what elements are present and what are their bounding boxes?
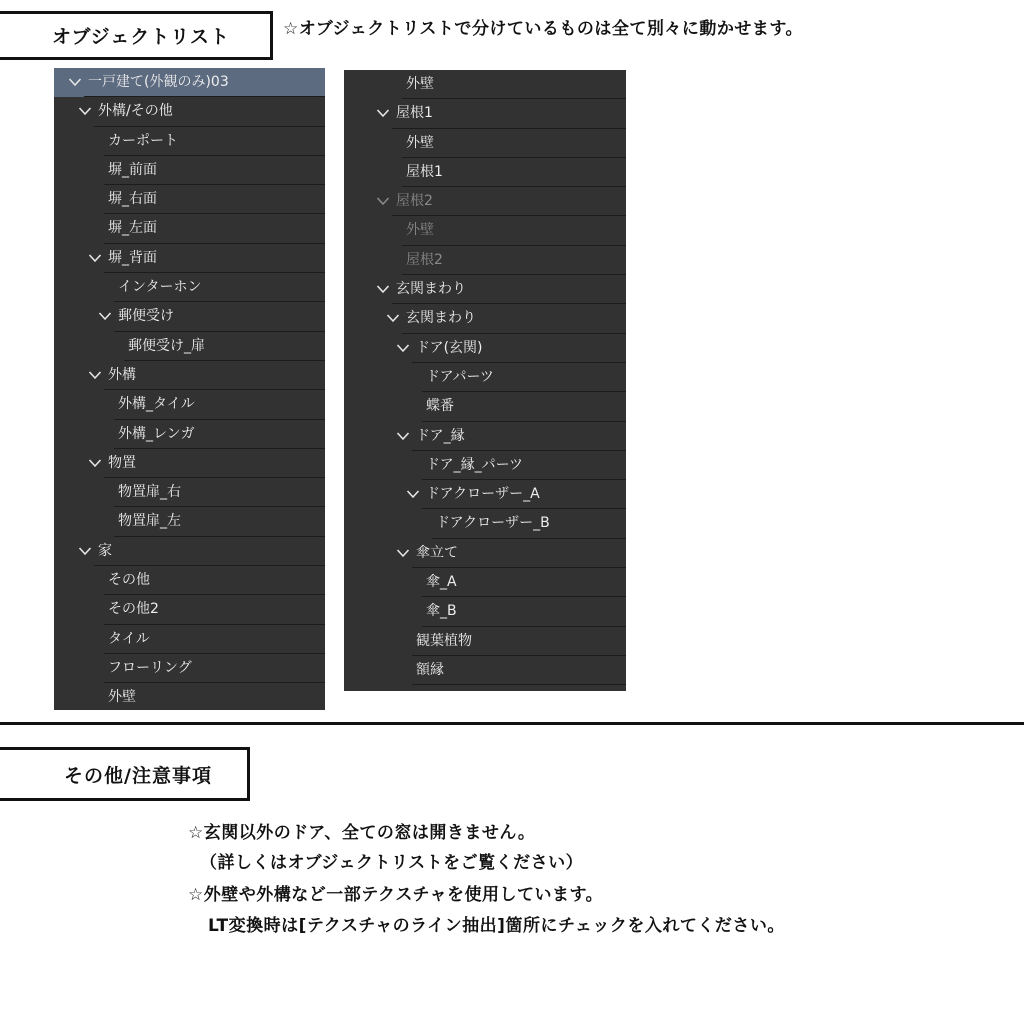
tree-row-label: ドア_縁_パーツ <box>426 456 524 473</box>
object-tree-panel-right <box>344 70 626 691</box>
tree-row[interactable] <box>54 97 325 126</box>
tree-row[interactable] <box>344 422 626 451</box>
tree-row-label: 物置扉_右 <box>118 484 181 501</box>
object-list-note: ☆オブジェクトリストで分けているものは全て別々に動かせます。 <box>283 19 804 39</box>
chevron-down-icon[interactable] <box>396 341 410 355</box>
tree-row-label: 外壁 <box>406 134 434 151</box>
tree-row[interactable] <box>344 627 626 656</box>
chevron-down-icon[interactable] <box>396 546 410 560</box>
tree-row[interactable] <box>54 302 325 331</box>
tree-row[interactable] <box>344 187 626 216</box>
tree-row-label: その他 <box>108 572 150 589</box>
tree-row-label: 外構_レンガ <box>118 425 195 442</box>
tree-row-label: ドア_縁 <box>416 427 465 444</box>
tree-row-label: 玄関まわり <box>406 310 476 327</box>
row-separator <box>412 684 626 685</box>
tree-row[interactable] <box>344 509 626 538</box>
object-list-title: オブジェクトリスト <box>52 26 230 48</box>
notes-title: その他/注意事項 <box>64 764 212 787</box>
tree-row-label: 傘_A <box>426 574 457 591</box>
tree-row-label: タイル <box>108 630 150 647</box>
chevron-down-icon[interactable] <box>406 487 420 501</box>
tree-row[interactable] <box>54 625 325 654</box>
tree-row[interactable] <box>344 363 626 392</box>
tree-row[interactable] <box>344 246 626 275</box>
tree-row[interactable] <box>344 539 626 568</box>
chevron-down-icon[interactable] <box>376 106 390 120</box>
tree-row[interactable] <box>344 275 626 304</box>
tree-row[interactable] <box>54 478 325 507</box>
tree-row-label: カーポート <box>108 132 178 149</box>
tree-row-label: ドア(玄関) <box>416 339 483 356</box>
tree-row-label: 外壁 <box>406 222 434 239</box>
chevron-down-icon[interactable] <box>78 544 92 558</box>
tree-row-label: 外構/その他 <box>98 103 173 120</box>
tree-row-label: ドアクローザー_B <box>436 515 550 532</box>
chevron-down-icon[interactable] <box>98 309 112 323</box>
tree-row-label: フローリング <box>108 659 192 676</box>
tree-row[interactable] <box>344 70 626 99</box>
tree-row-label: 外壁 <box>108 689 136 706</box>
tree-row[interactable] <box>54 449 325 478</box>
tree-row-label: 外構 <box>108 366 136 383</box>
chevron-down-icon[interactable] <box>376 194 390 208</box>
tree-row-label: 屋根2 <box>406 251 443 268</box>
tree-row-label: ドアクローザー_A <box>426 486 540 503</box>
note-lt-conversion: LT変換時は[テクスチャのライン抽出]箇所にチェックを入れてください。 <box>208 916 785 936</box>
tree-row-label: 物置 <box>108 454 136 471</box>
tree-row[interactable] <box>344 597 626 626</box>
tree-row[interactable] <box>54 156 325 185</box>
tree-row-label: 外構_タイル <box>118 396 195 413</box>
chevron-down-icon[interactable] <box>386 311 400 325</box>
note-see-object-list: （詳しくはオブジェクトリストをご覧ください） <box>200 853 584 873</box>
chevron-down-icon[interactable] <box>396 429 410 443</box>
tree-row-label: 塀_背面 <box>108 249 157 266</box>
tree-row[interactable] <box>54 654 325 683</box>
tree-row-label: 玄関まわり <box>396 281 466 298</box>
chevron-down-icon[interactable] <box>78 104 92 118</box>
tree-row-label: 屋根2 <box>396 193 433 210</box>
tree-row[interactable] <box>344 216 626 245</box>
tree-row-label: 傘立て <box>416 544 458 561</box>
tree-row-label: 蝶番 <box>426 398 454 415</box>
tree-row[interactable] <box>54 361 325 390</box>
tree-row-label: 傘_B <box>426 603 457 620</box>
tree-row[interactable] <box>344 480 626 509</box>
tree-row-label: 物置扉_左 <box>118 513 181 530</box>
chevron-down-icon[interactable] <box>68 75 82 89</box>
tree-row[interactable] <box>344 158 626 187</box>
tree-row-label: 額縁 <box>416 661 444 678</box>
chevron-down-icon[interactable] <box>88 456 102 470</box>
tree-row-label: インターホン <box>118 279 202 296</box>
tree-row[interactable] <box>344 392 626 421</box>
tree-row[interactable] <box>344 334 626 363</box>
note-doors: ☆玄関以外のドア、全ての窓は開きません。 <box>188 823 536 843</box>
tree-row[interactable] <box>54 244 325 273</box>
chevron-down-icon[interactable] <box>88 368 102 382</box>
tree-row[interactable] <box>54 390 325 419</box>
tree-row-label: 郵便受け_扉 <box>128 337 205 354</box>
tree-row[interactable] <box>54 332 325 361</box>
tree-row[interactable] <box>344 99 626 128</box>
tree-row[interactable] <box>54 68 325 97</box>
tree-row[interactable] <box>54 127 325 156</box>
tree-row-label: 塀_前面 <box>108 161 157 178</box>
note-textures: ☆外壁や外構など一部テクスチャを使用しています。 <box>188 885 604 905</box>
tree-row[interactable] <box>54 566 325 595</box>
notes-heading <box>0 747 250 801</box>
chevron-down-icon[interactable] <box>376 282 390 296</box>
tree-row-label: 屋根1 <box>396 105 433 122</box>
tree-row[interactable] <box>344 568 626 597</box>
tree-row[interactable] <box>54 683 325 710</box>
tree-row-label: 家 <box>98 542 112 559</box>
tree-row[interactable] <box>344 304 626 333</box>
object-list-heading <box>0 11 273 60</box>
tree-row[interactable] <box>54 595 325 624</box>
tree-row[interactable] <box>344 451 626 480</box>
tree-row-label: 郵便受け <box>118 308 174 325</box>
tree-row[interactable] <box>54 185 325 214</box>
tree-row-label: 塀_左面 <box>108 220 157 237</box>
tree-row-label: 外壁 <box>406 76 434 92</box>
tree-row-label: ドアパーツ <box>426 368 494 385</box>
tree-row[interactable] <box>54 214 325 243</box>
tree-row-label: 観葉植物 <box>416 632 472 649</box>
tree-row[interactable] <box>54 273 325 302</box>
tree-row[interactable] <box>54 420 325 449</box>
tree-row[interactable] <box>344 656 626 685</box>
tree-row[interactable] <box>344 129 626 158</box>
tree-row[interactable] <box>54 507 325 536</box>
object-tree-panel-left <box>54 68 325 710</box>
tree-row-label: 屋根1 <box>406 163 443 180</box>
tree-row-label: 塀_右面 <box>108 191 157 208</box>
section-divider <box>0 722 1024 725</box>
tree-row[interactable] <box>54 537 325 566</box>
tree-row-label: 一戸建て(外観のみ)03 <box>88 74 229 90</box>
tree-row-label: その他2 <box>108 601 159 618</box>
chevron-down-icon[interactable] <box>88 251 102 265</box>
